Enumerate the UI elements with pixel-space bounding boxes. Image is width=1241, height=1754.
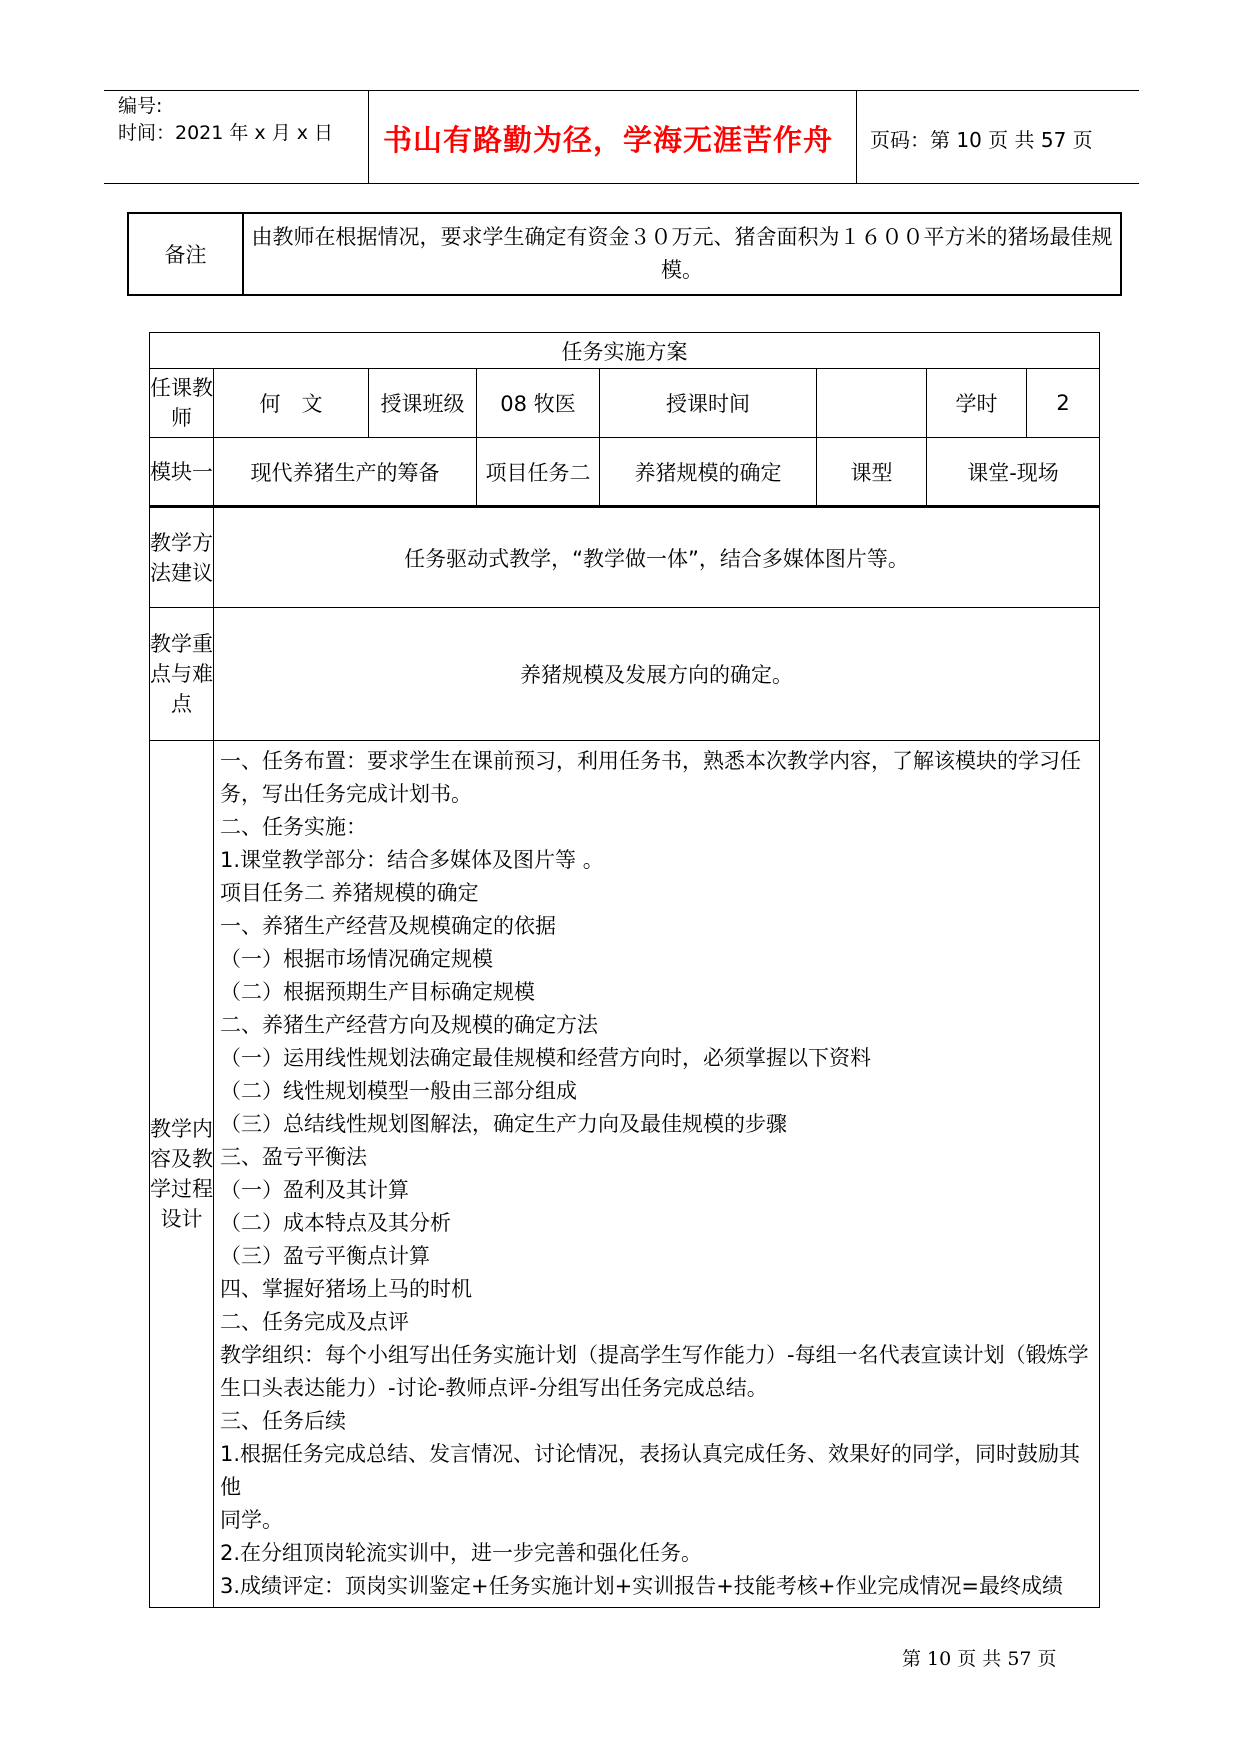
notes-text: 由教师在根据情况，要求学生确定有资金３０万元、猪舍面积为１６００平方米的猪场最佳规模。 [243,213,1121,295]
task-name: 养猪规模的确定 [600,438,817,507]
content-label: 教学内容及教学过程设计 [150,741,214,1608]
content-line: 项目任务二 养猪规模的确定 [220,881,479,905]
header-page-number: 页码：第 10 页 共 57 页 [870,128,1093,152]
content-line: 1.课堂教学部分：结合多媒体及图片等 。 [220,848,604,872]
method-label: 教学方法建议 [150,507,214,608]
class-label: 授课班级 [369,369,477,438]
content-line: 三、任务后续 [220,1409,346,1433]
header-motto: 书山有路勤为径，学海无涯苦作舟 [382,123,833,157]
content-line: 同学。 [220,1508,283,1532]
content-line: （二）成本特点及其分析 [220,1211,451,1235]
hours-label: 学时 [927,369,1027,438]
header-divider [856,91,857,183]
type-value: 课堂-现场 [927,438,1100,507]
content-line: （三）盈亏平衡点计算 [220,1244,430,1268]
content-line: 一、养猪生产经营及规模确定的依据 [220,914,556,938]
content-line: （三）总结线性规划图解法，确定生产力向及最佳规模的步骤 [220,1112,787,1136]
header-meta [118,93,333,147]
content-line: （一）根据市场情况确定规模 [220,947,493,971]
task-plan-table [149,332,1100,1608]
content-line: 二、养猪生产经营方向及规模的确定方法 [220,1013,598,1037]
content-line: （一）运用线性规划法确定最佳规模和经营方向时，必须掌握以下资料 [220,1046,871,1070]
task-label: 项目任务二 [477,438,600,507]
content-line: 3.成绩评定：顶岗实训鉴定+任务实施计划+实训报告+技能考核+作业完成情况=最终成绩 [220,1574,1064,1598]
content-line: 二、任务实施： [220,815,367,839]
content-line: （二）线性规划模型一般由三部分组成 [220,1079,577,1103]
content-line: 2.在分组顶岗轮流实训中，进一步完善和强化任务。 [220,1541,703,1565]
module-name: 现代养猪生产的筹备 [214,438,477,507]
teacher-name: 何 文 [214,369,369,438]
content-text [214,741,1100,1608]
document-number-label: 编号: [118,95,163,117]
class-name: 08 牧医 [477,369,600,438]
keypoints-label: 教学重点与难点 [150,608,214,741]
content-line: 四、掌握好猪场上马的时机 [220,1277,472,1301]
content-line: （二）根据预期生产目标确定规模 [220,980,535,1004]
content-line: 一、任务布置：要求学生在课前预习，利用任务书，熟悉本次教学内容，了解该模块的学习任务，写出任务完成计划书。 [220,749,1081,806]
page-header [104,90,1139,184]
hours-value: 2 [1027,369,1100,438]
content-line: 1.根据任务完成总结、发言情况、讨论情况，表扬认真完成任务、效果好的同学，同时鼓励其他 [220,1442,1081,1499]
content-line: 二、任务完成及点评 [220,1310,409,1334]
notes-table [127,212,1122,296]
content-line: 三、盈亏平衡法 [220,1145,367,1169]
method-text: 任务驱动式教学，“教学做一体”，结合多媒体图片等。 [214,507,1100,608]
keypoints-text: 养猪规模及发展方向的确定。 [214,608,1100,741]
page-footer: 第 10 页 共 57 页 [902,1648,1057,1670]
document-time: 时间：2021 年 x 月 x 日 [118,122,334,144]
module-label: 模块一 [150,438,214,507]
type-label: 课型 [817,438,927,507]
content-line: （一）盈利及其计算 [220,1178,409,1202]
lesson-time-value [817,369,927,438]
content-line: 教学组织：每个小组写出任务实施计划（提高学生写作能力）-每组一名代表宣读计划（锻炼学生口头表达能力）-讨论-教师点评-分组写出任务完成总结。 [220,1343,1089,1400]
plan-title: 任务实施方案 [150,333,1100,369]
lesson-time-label: 授课时间 [600,369,817,438]
notes-label: 备注 [128,213,243,295]
teacher-label: 任课教师 [150,369,214,438]
